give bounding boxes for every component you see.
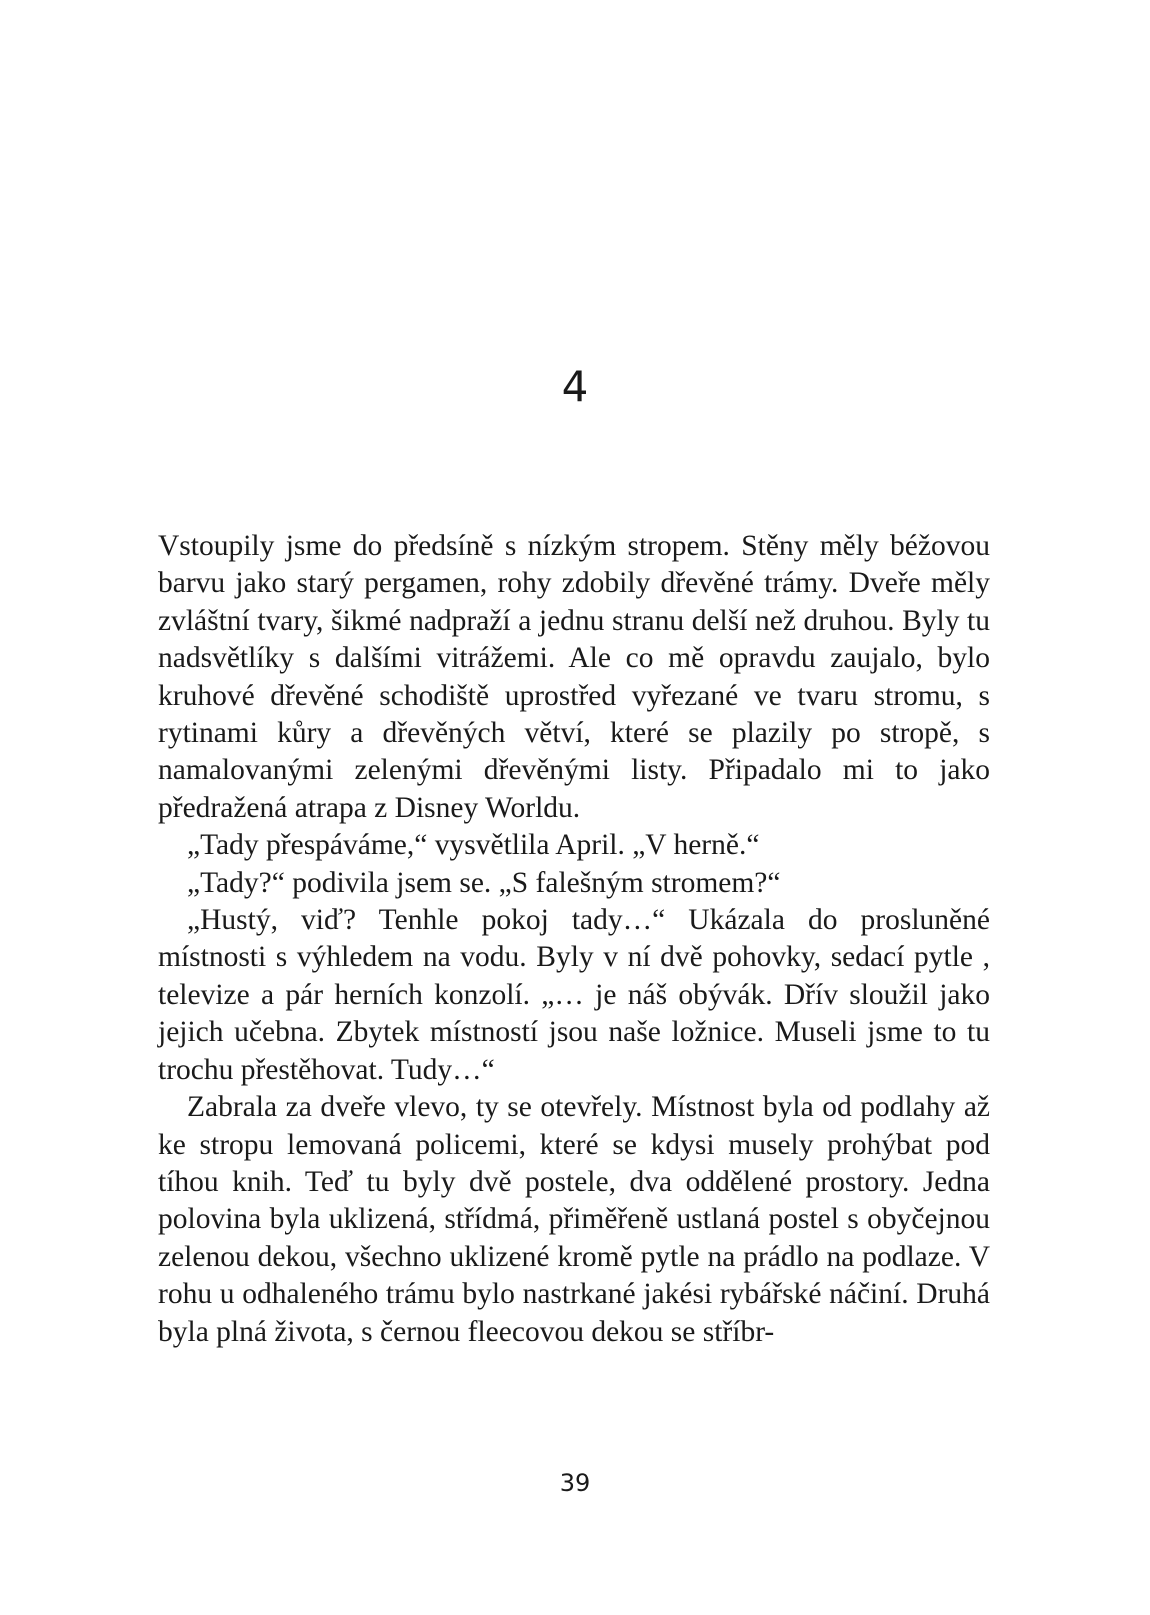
paragraph-3: „Tady?“ podivila jsem se. „S falešným stromem?“ <box>187 866 781 899</box>
paragraph-1: Vstoupily jsme do předsíně s nízkým stropem. Stěny měly béžovou barvu jako starý pergamen, rohy zdobily dřevěné trámy. Dveře měly zvláštní tvary, šikmé nadpraží a jednu stranu delší než druhou. Byly tu nadsvětlíky s dalšími vitrážemi. Ale co mě opravdu zaujalo, bylo kruhové dřevěné schodiště uprostřed vyřezané ve tvaru stromu, s rytinami kůry a dřevěných větví, které se plazily po stropě, s namalovanými zelenými dřevěnými listy. Připadalo mi to jako předražená atrapa z Disney Worldu. <box>158 530 990 824</box>
paragraph-5: Zabrala za dveře vlevo, ty se otevřely. Místnost byla od podlahy až ke stropu lemovaná policemi, které se kdysi musely prohýbat pod tíhou knih. Teď tu byly dvě postele, dva oddělené prostory. Jedna polovina byla uklizená, střídmá, přiměřeně ustlaná postel s obyčejnou zelenou dekou, všechno uklizené kromě pytle na prádlo na podlaze. V rohu u odhaleného trámu bylo nastrkané jakési rybářské náčiní. Druhá byla plná života, s černou fleecovou dekou se stříbr- <box>158 1091 990 1348</box>
paragraph-4: „Hustý, viď? Tenhle pokoj tady…“ Ukázala do prosluněné místnosti s výhledem na vodu. Byly v ní dvě pohovky, sedací pytle , televize a pár herních konzolí. „… je náš obývák. Dřív sloužil jako jejich učebna. Zbytek místností jsou naše ložnice. Museli jsme to tu trochu přestěhovat. Tudy…“ <box>158 904 990 1086</box>
chapter-number: 4 <box>561 362 589 411</box>
chapter-body <box>158 528 990 1351</box>
page-number: 39 <box>559 1469 591 1497</box>
paragraph-2: „Tady přespáváme,“ vysvětlila April. „V herně.“ <box>187 829 760 862</box>
